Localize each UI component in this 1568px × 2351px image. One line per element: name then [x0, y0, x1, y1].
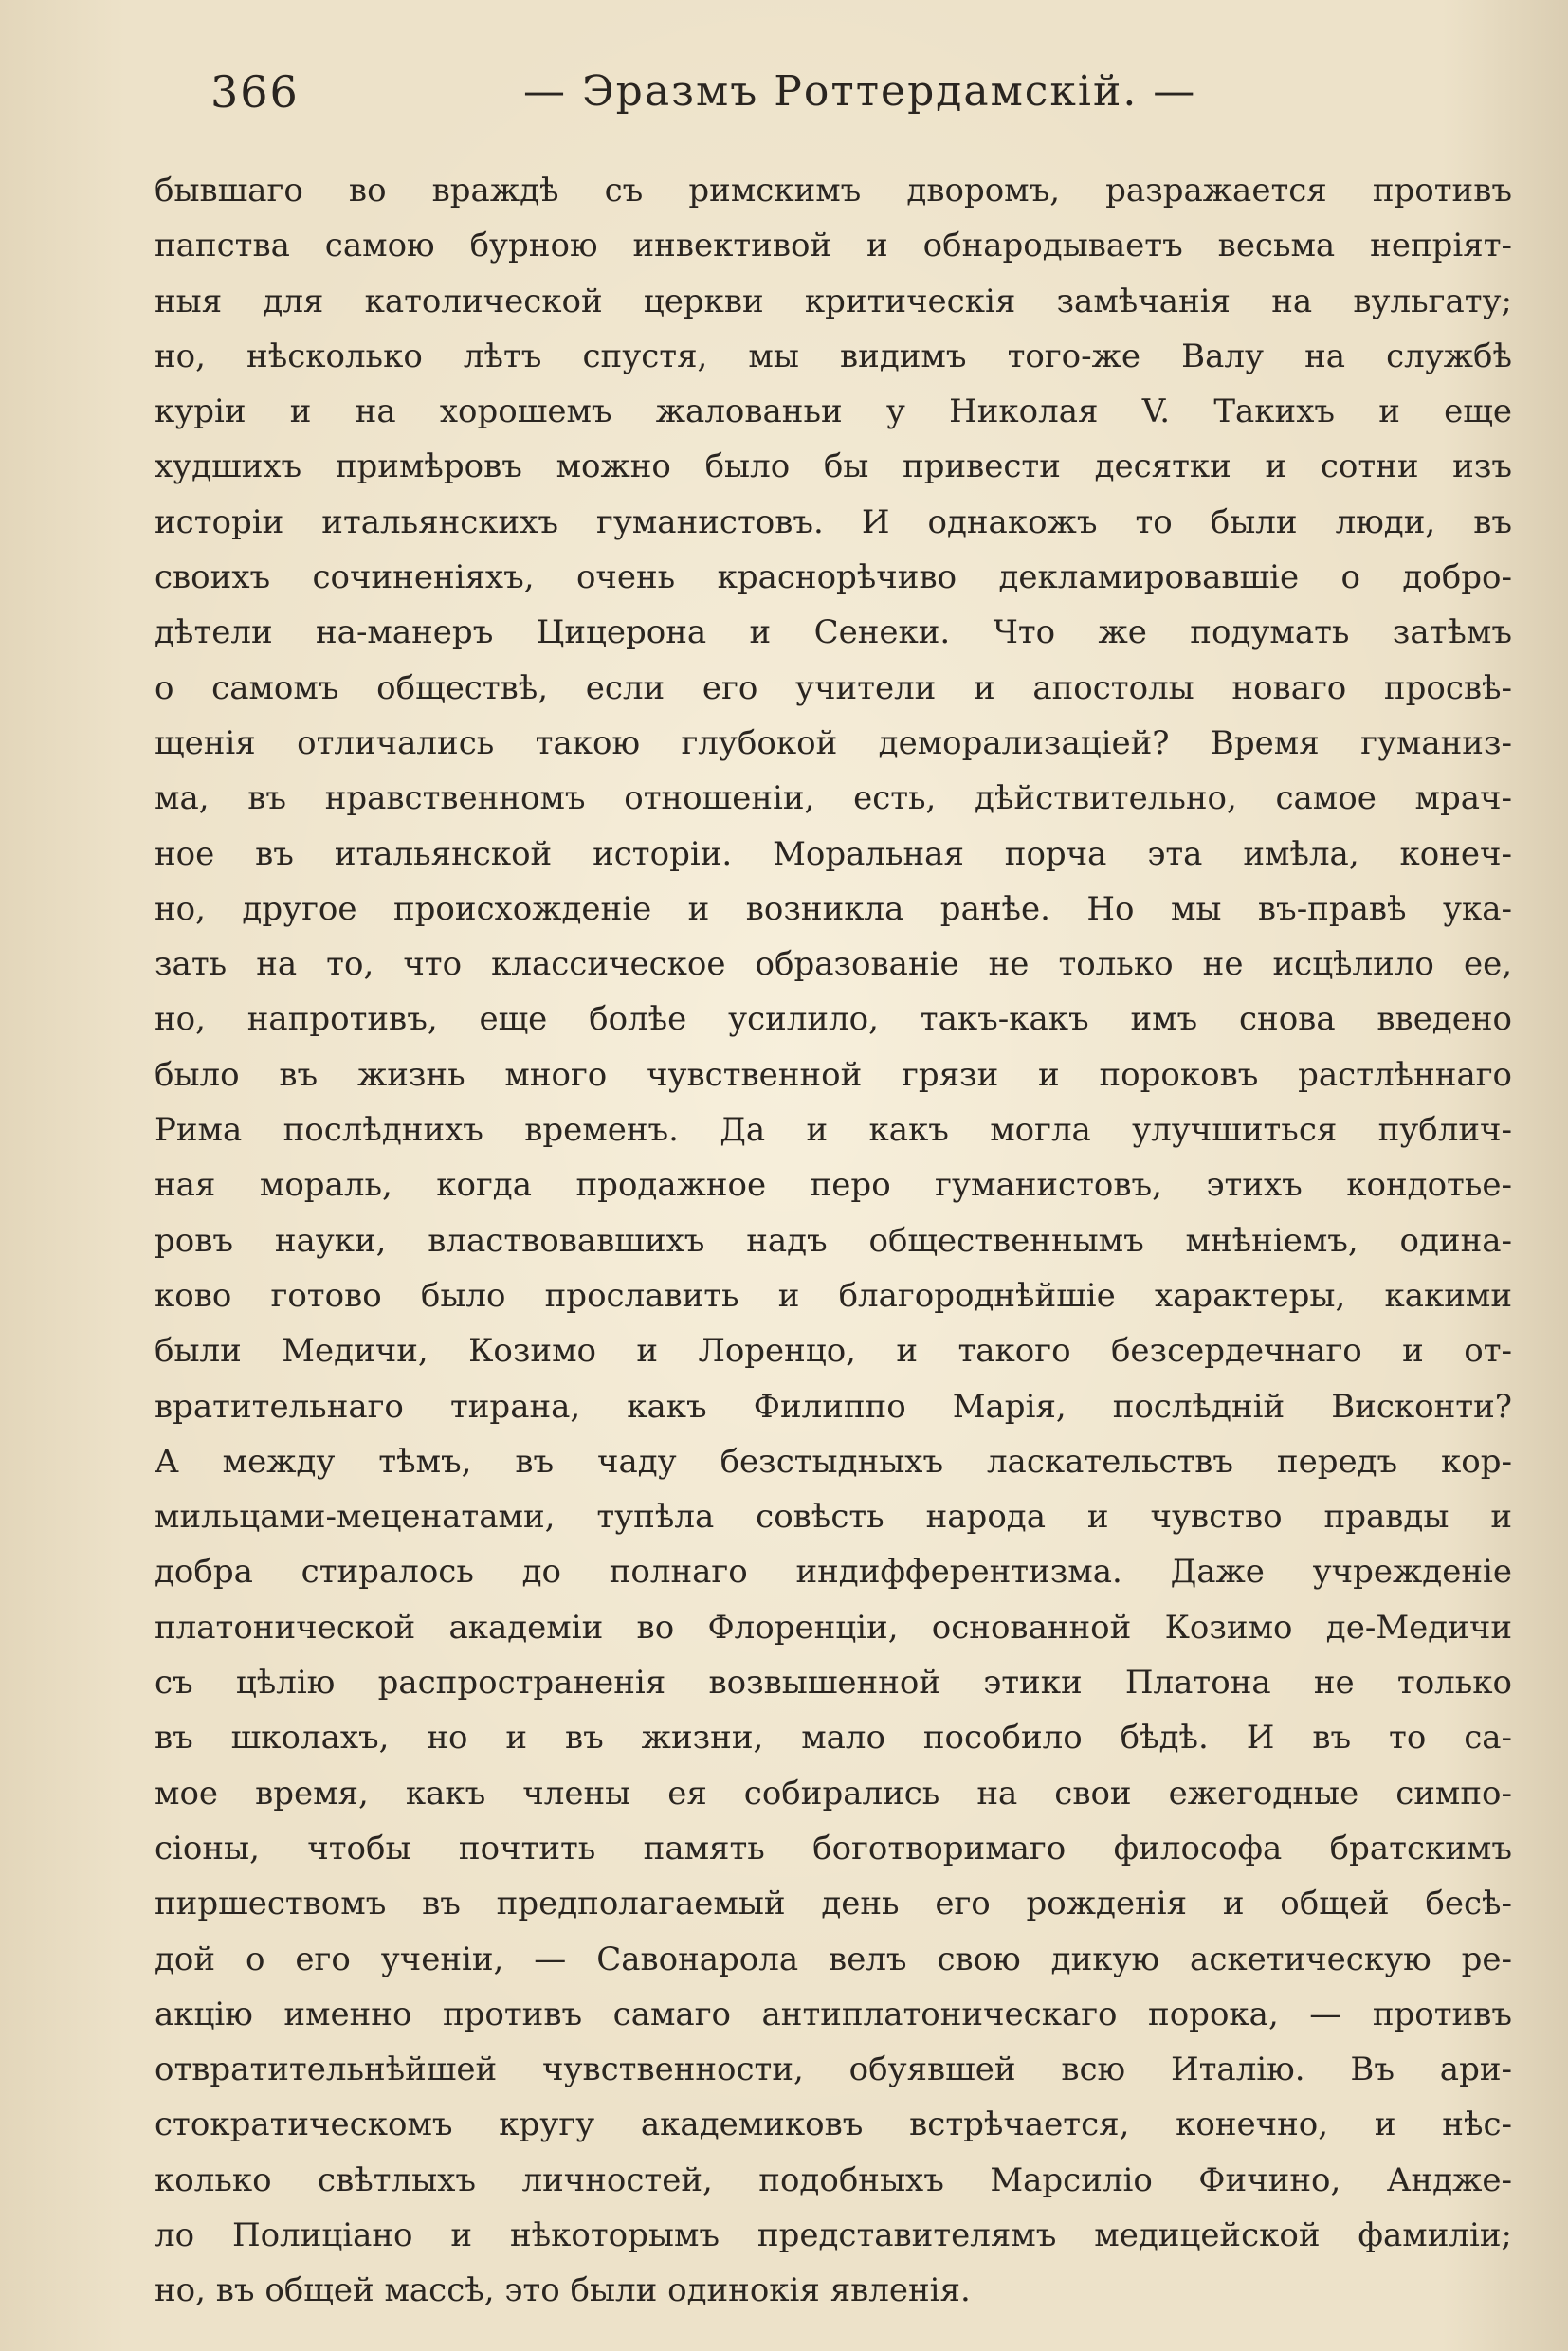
text-line: стократическомъ кругу академиковъ встрѣчается, конечно, и нѣс- [155, 2105, 1512, 2144]
text-line: добра стиралось до полнаго индифферентизма. Даже учрежденіе [155, 1553, 1512, 1592]
text-line: А между тѣмъ, въ чаду безстыдныхъ ласкательствъ передъ кор- [155, 1442, 1512, 1481]
text-line: платонической академіи во Флоренціи, основанной Козимо де-Медичи [155, 1608, 1512, 1647]
text-line: мое время, какъ члены ея собирались на свои ежегодные симпо- [155, 1774, 1512, 1813]
text-line: Рима послѣднихъ временъ. Да и какъ могла улучшиться публич- [155, 1111, 1512, 1150]
text-line: папства самою бурною инвективой и обнародываетъ весьма непріят- [155, 227, 1512, 265]
text-line: дѣтели на-манеръ Цицерона и Сенеки. Что же подумать затѣмъ [155, 613, 1512, 652]
text-line: зать на то, что классическое образованіе не только не исцѣлило ее, [155, 945, 1512, 984]
text-line: были Медичи, Козимо и Лоренцо, и такого безсердечнаго и от- [155, 1332, 1512, 1371]
text-line: бывшаго во враждѣ съ римскимъ дворомъ, разражается противъ [155, 172, 1512, 210]
text-line: исторіи итальянскихъ гуманистовъ. И однакожъ то были люди, въ [155, 502, 1512, 541]
text-line: ная мораль, когда продажное перо гуманистовъ, этихъ кондотье- [155, 1166, 1512, 1205]
text-line: но, другое происхожденіе и возникла ранѣе. Но мы въ-правѣ ука- [155, 889, 1512, 928]
text-line: ное въ итальянской исторіи. Моральная порча эта имѣла, конеч- [155, 834, 1512, 873]
text-line: дой о его ученіи, — Савонарола велъ свою дикую аскетическую ре- [155, 1940, 1512, 1978]
text-line: мильцами-меценатами, тупѣла совѣсть народа и чувство правды и [155, 1498, 1512, 1537]
text-line: но, напротивъ, еще болѣе усилило, такъ-какъ имъ снова введено [155, 1000, 1512, 1039]
text-line: акцію именно противъ самаго антиплатоническаго порока, — противъ [155, 1995, 1512, 2033]
text-line: въ школахъ, но и въ жизни, мало пособило бѣдѣ. И въ то са- [155, 1719, 1512, 1758]
text-line: ма, въ нравственномъ отношеніи, есть, дѣйствительно, самое мрач- [155, 779, 1512, 818]
page-number: 366 [210, 66, 300, 118]
text-line: худшихъ примѣровъ можно было бы привести десятки и сотни изъ [155, 447, 1512, 486]
text-line: съ цѣлію распространенія возвышенной этики Платона не только [155, 1664, 1512, 1703]
text-line: но, нѣсколько лѣтъ спустя, мы видимъ того-же Валу на службѣ [155, 337, 1512, 375]
text-line: колько свѣтлыхъ личностей, подобныхъ Марсиліо Фичино, Андже- [155, 2160, 1512, 2199]
text-line-last: но, въ общей массѣ, это были одинокія явленія. [155, 2271, 971, 2310]
text-line: куріи и на хорошемъ жалованьи у Николая V. Такихъ и еще [155, 392, 1512, 431]
text-line: ровъ науки, властвовавшихъ надъ общественнымъ мнѣніемъ, одина- [155, 1221, 1512, 1260]
text-line: своихъ сочиненіяхъ, очень краснорѣчиво декламировавшіе о добро- [155, 558, 1512, 597]
text-line: ныя для католической церкви критическія замѣчанія на вульгату; [155, 282, 1512, 320]
text-line: о самомъ обществѣ, если его учители и апостолы новаго просвѣ- [155, 668, 1512, 707]
text-line: сіоны, чтобы почтить память боготворимаго философа братскимъ [155, 1829, 1512, 1868]
text-line: отвратительнѣйшей чувственности, обуявшей всю Италію. Въ ари- [155, 2050, 1512, 2089]
text-line: ло Полиціано и нѣкоторымъ представителямъ медицейской фамиліи; [155, 2215, 1512, 2254]
text-line: щенія отличались такою глубокой деморализаціей? Время гуманиз- [155, 723, 1512, 762]
text-line: ково готово было прославить и благороднѣйшіе характеры, какими [155, 1276, 1512, 1315]
text-line: вратительнаго тирана, какъ Филиппо Марія, послѣдній Висконти? [155, 1387, 1512, 1426]
text-line: пиршествомъ въ предполагаемый день его рожденія и общей бесѣ- [155, 1885, 1512, 1923]
running-title: — Эразмъ Роттердамскій. — [523, 67, 1197, 116]
text-line: было въ жизнь много чувственной грязи и пороковъ растлѣннаго [155, 1055, 1512, 1094]
body-text [155, 163, 1512, 2319]
page-header [210, 59, 1500, 125]
